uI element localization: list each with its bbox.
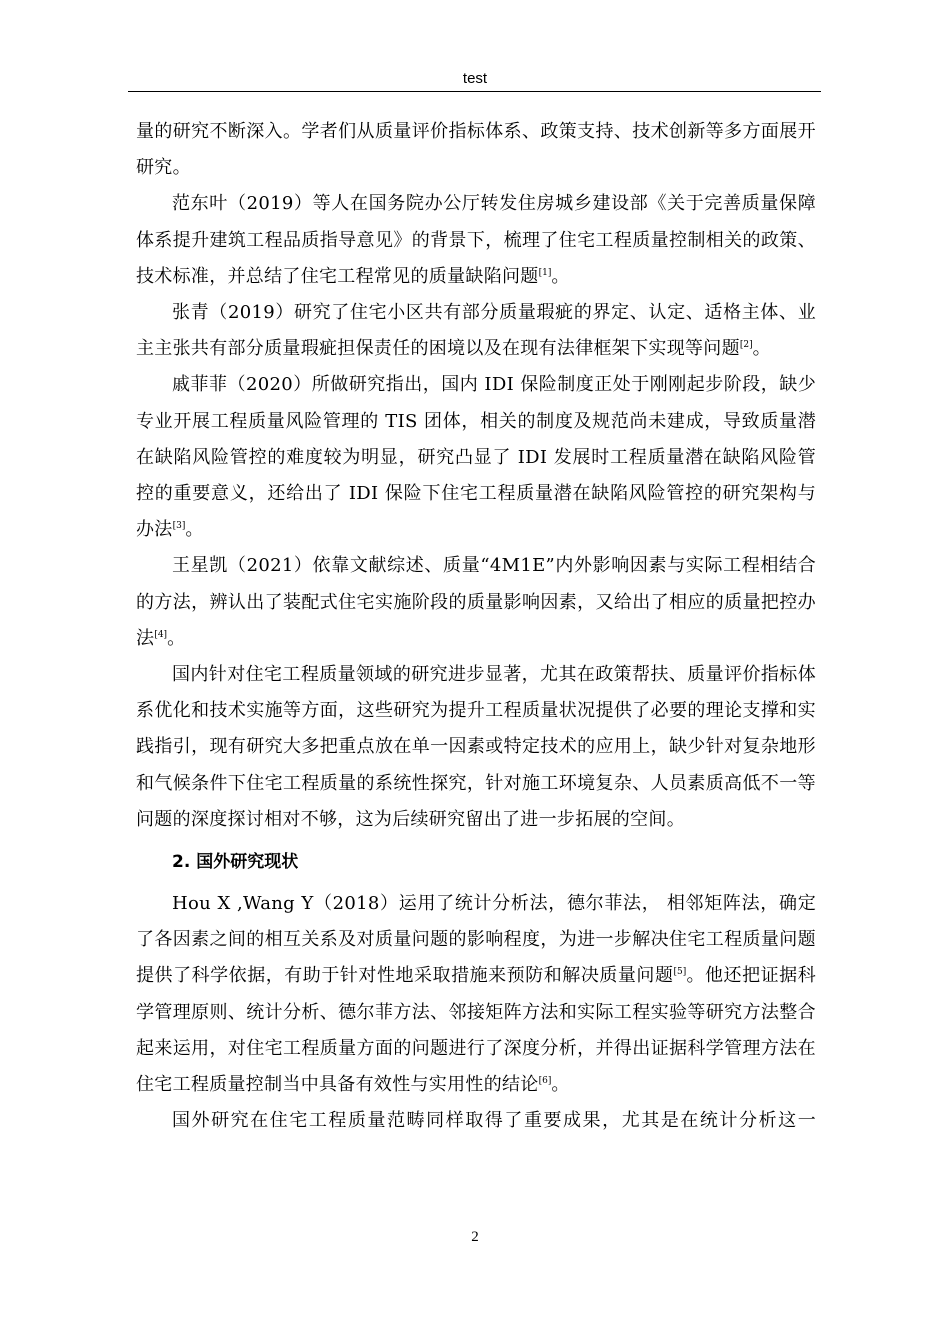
paragraph-tail: 。 [551, 1074, 570, 1096]
paragraph-foreign-summary [136, 1103, 816, 1139]
paragraph-tail: 。 [167, 627, 186, 649]
page-number: 2 [471, 1229, 479, 1245]
paragraph-text: 国外研究在住宅工程质量范畴同样取得了重要成果，尤其是在统计分析这一 [172, 1110, 816, 1132]
paragraph-fan-dongye [136, 186, 816, 295]
paragraph-text: 王星凯（2021）依靠文献综述、质量“4M1E”内外影响因素与实际工程相结合的方法，辨认出了装配式住宅实施阶段的质量影响因素，又给出了相应的质量把控办法 [136, 555, 816, 649]
paragraph-text: Hou X ,Wang Y（2018）运用了统计分析法，德尔菲法， 相邻矩阵法，确定了各因素之间的相互关系及对质量问题的影响程度，为进一步解决住宅工程质量问题提供了科学依据，有助于针对性地采取措施来预防和解决质量问题 [136, 893, 816, 987]
paragraph-continuation [136, 114, 816, 186]
paragraph-text: 国内针对住宅工程质量领域的研究进步显著，尤其在政策帮扶、质量评价指标体系优化和技术实施等方面，这些研究为提升工程质量状况提供了必要的理论支撑和实践指引，现有研究大多把重点放在单一因素或特定技术的应用上，缺少针对复杂地形和气候条件下住宅工程质量的系统性探究，针对施工环境复杂、人员素质高低不一等问题的深度探讨相对不够，这为后续研究留出了进一步拓展的空间。 [136, 664, 816, 830]
paragraph-tail: 。 [185, 519, 204, 541]
page-header: test [462, 70, 488, 87]
paragraph-tail: 。 [752, 338, 771, 360]
paragraph-text: 量的研究不断深入。学者们从质量评价指标体系、政策支持、技术创新等多方面展开研究。 [136, 121, 816, 179]
paragraph-domestic-summary [136, 657, 816, 838]
citation-ref: [1] [538, 267, 552, 278]
paragraph-hou-wang [136, 886, 816, 1103]
paragraph-tail: 。 [551, 265, 570, 287]
paragraph-text: 张青（2019）研究了住宅小区共有部分质量瑕疵的界定、认定、适格主体、业主主张共有部分质量瑕疵担保责任的困境以及在现有法律框架下实现等问题 [136, 302, 816, 360]
document-body [136, 114, 816, 1139]
paragraph-qi-feifei [136, 367, 816, 548]
citation-ref: [2] [739, 340, 753, 351]
paragraph-zhang-qing [136, 295, 816, 367]
paragraph-wang-xingkai [136, 548, 816, 657]
citation-ref: [6] [538, 1076, 552, 1087]
paragraph-text: 戚菲菲（2020）所做研究指出，国内 IDI 保险制度正处于刚刚起步阶段，缺少专业开展工程质量风险管理的 TIS 团体，相关的制度及规范尚未建成，导致质量潜在缺陷风险管控的难度较为明显，研究凸显了 IDI 发展时工程质量潜在缺陷风险管控的重要意义，还给出了 IDI 保险下住宅工程质量潜在缺陷风险管控的研究架构与办法 [136, 374, 816, 541]
citation-ref: [3] [172, 521, 186, 532]
paragraph-text: 。他还把证据科学管理原则、统计分析、德尔菲方法、邻接矩阵方法和实际工程实验等研究方法整合起来运用，对住宅工程质量方面的问题进行了深度分析，并得出证据科学管理方法在住宅工程质量控制当中具备有效性与实用性的结论 [136, 965, 816, 1096]
citation-ref: [5] [673, 967, 687, 978]
section-heading-foreign-research: 2. 国外研究现状 [172, 852, 299, 873]
header-divider [128, 91, 821, 92]
citation-ref: [4] [154, 629, 168, 640]
paragraph-text: 范东叶（2019）等人在国务院办公厅转发住房城乡建设部《关于完善质量保障体系提升建筑工程品质指导意见》的背景下，梳理了住宅工程质量控制相关的政策、技术标准，并总结了住宅工程常见的质量缺陷问题 [136, 193, 816, 287]
